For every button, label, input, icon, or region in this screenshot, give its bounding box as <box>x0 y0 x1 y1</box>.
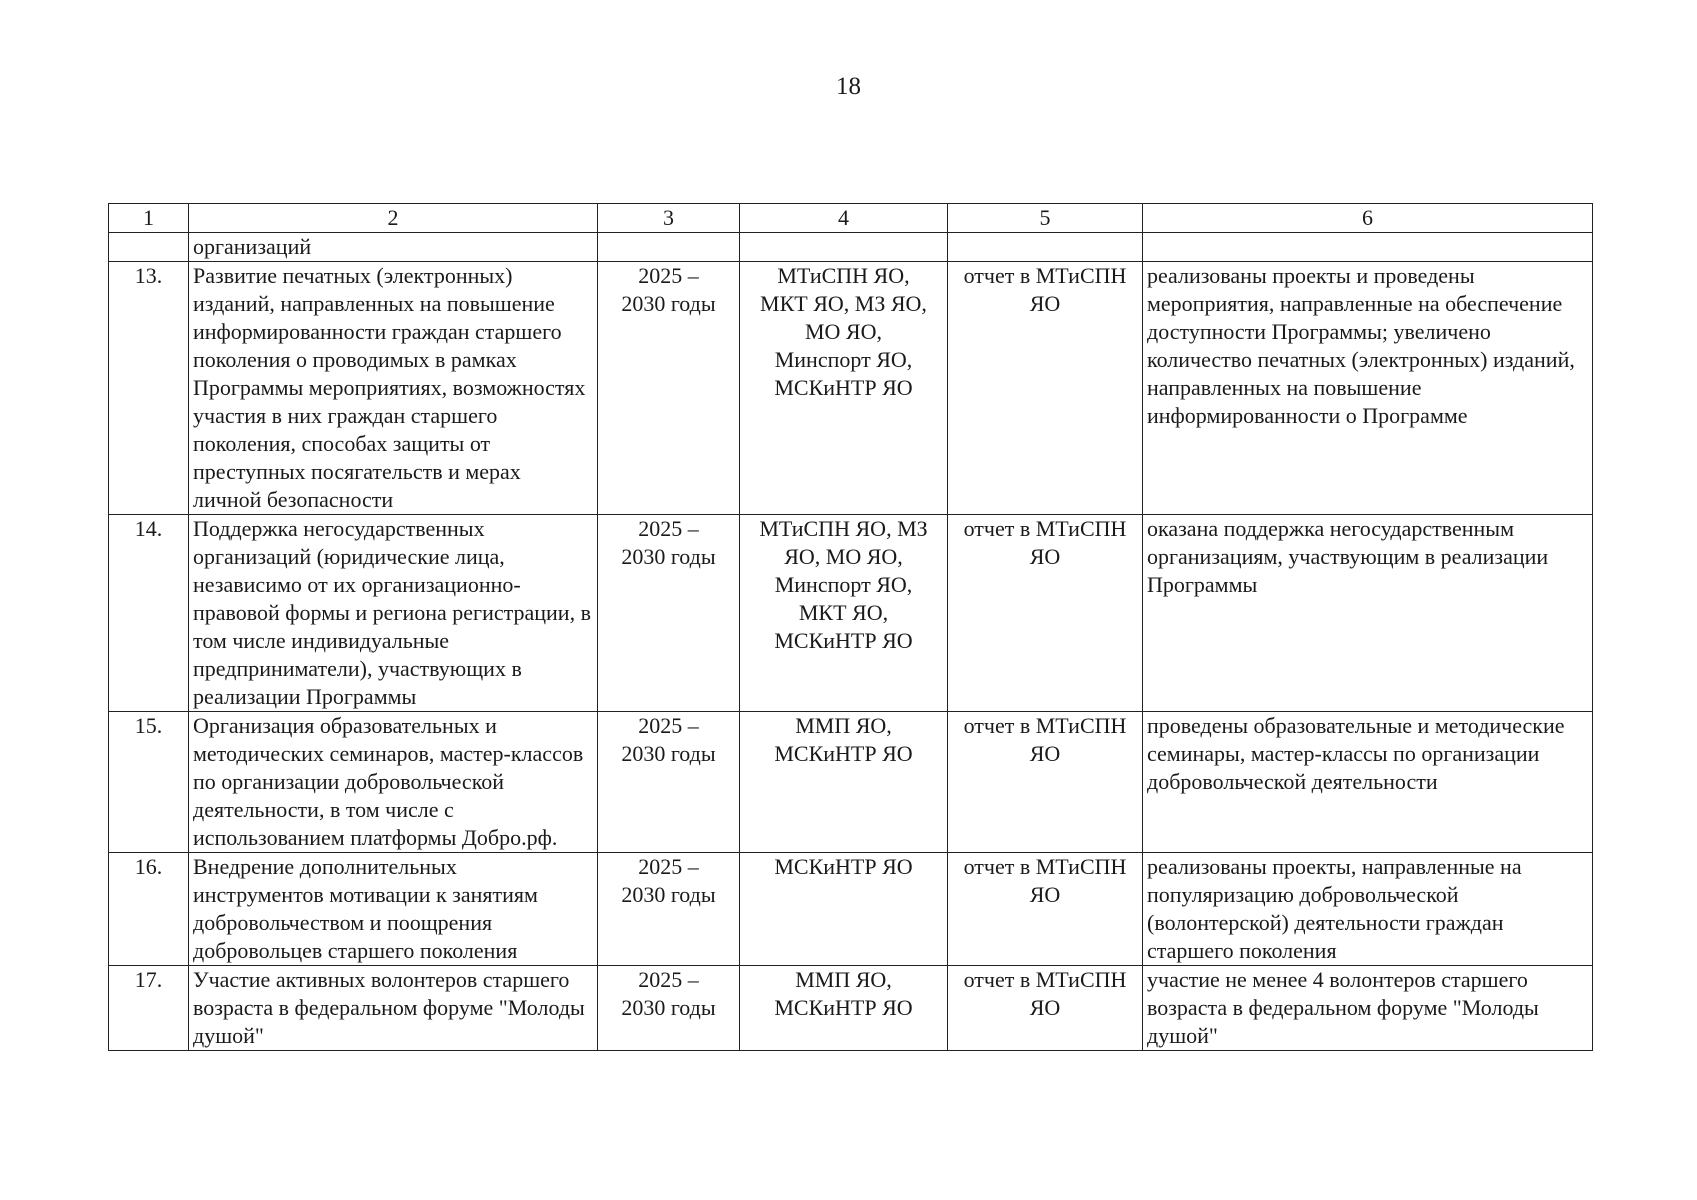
row-number-cell: 13. <box>109 262 189 515</box>
column-header: 5 <box>948 204 1143 233</box>
measure-cell: Участие активных волонтеров старшего возраста в федеральном форуме "Молоды душой" <box>189 966 598 1051</box>
result-cell: участие не менее 4 волонтеров старшего возраста в федеральном форуме "Молоды душой" <box>1143 966 1593 1051</box>
table-row <box>109 966 1593 1051</box>
measure-cell: Развитие печатных (электронных) изданий, направленных на повышение информированности граждан старшего поколения о проводимых в рамках Программы мероприятиях, возможностях участия в них граждан старшего поколения, способах защиты от преступных посягательств и мерах личной безопасности <box>189 262 598 515</box>
table-row <box>109 262 1593 515</box>
row-number-cell: 15. <box>109 712 189 853</box>
activities-table <box>108 203 1593 1051</box>
period-cell <box>598 233 740 262</box>
column-header: 4 <box>740 204 948 233</box>
reporting-cell <box>948 233 1143 262</box>
executors-cell: МТиСПН ЯО, МЗ ЯО, МО ЯО, Минспорт ЯО, МКТ ЯО, МСКиНТР ЯО <box>740 515 948 712</box>
row-number-cell: 14. <box>109 515 189 712</box>
table-header-row <box>109 204 1593 233</box>
measure-cell: организаций <box>189 233 598 262</box>
table-row <box>109 853 1593 966</box>
period-cell: 2025 – 2030 годы <box>598 966 740 1051</box>
executors-cell: МТиСПН ЯО, МКТ ЯО, МЗ ЯО, МО ЯО, Минспорт ЯО, МСКиНТР ЯО <box>740 262 948 515</box>
executors-cell: МСКиНТР ЯО <box>740 853 948 966</box>
column-header: 6 <box>1143 204 1593 233</box>
executors-cell: ММП ЯО, МСКиНТР ЯО <box>740 712 948 853</box>
reporting-cell: отчет в МТиСПН ЯО <box>948 853 1143 966</box>
column-header: 1 <box>109 204 189 233</box>
period-cell: 2025 – 2030 годы <box>598 262 740 515</box>
period-cell: 2025 – 2030 годы <box>598 853 740 966</box>
result-cell: оказана поддержка негосударственным организациям, участвующим в реализации Программы <box>1143 515 1593 712</box>
page-number: 18 <box>836 73 861 100</box>
column-header: 2 <box>189 204 598 233</box>
result-cell: реализованы проекты, направленные на популяризацию добровольческой (волонтерской) деятельности граждан старшего поколения <box>1143 853 1593 966</box>
continuation-row <box>109 233 1593 262</box>
measure-cell: Организация образовательных и методических семинаров, мастер-классов по организации добровольческой деятельности, в том числе с использованием платформы Добро.рф. <box>189 712 598 853</box>
result-cell <box>1143 233 1593 262</box>
executors-cell: ММП ЯО, МСКиНТР ЯО <box>740 966 948 1051</box>
row-number-cell: 17. <box>109 966 189 1051</box>
row-number-cell: 16. <box>109 853 189 966</box>
measure-cell: Поддержка негосударственных организаций (юридические лица, независимо от их организационно-правовой формы и региона регистрации, в том числе индивидуальные предприниматели), участвующих в реализации Программы <box>189 515 598 712</box>
reporting-cell: отчет в МТиСПН ЯО <box>948 262 1143 515</box>
result-cell: реализованы проекты и проведены мероприятия, направленные на обеспечение доступности Программы; увеличено количество печатных (электронных) изданий, направленных на повышение информированности о Программе <box>1143 262 1593 515</box>
result-cell: проведены образовательные и методические семинары, мастер-классы по организации добровольческой деятельности <box>1143 712 1593 853</box>
reporting-cell: отчет в МТиСПН ЯО <box>948 712 1143 853</box>
table-row <box>109 515 1593 712</box>
period-cell: 2025 – 2030 годы <box>598 515 740 712</box>
executors-cell <box>740 233 948 262</box>
column-header: 3 <box>598 204 740 233</box>
reporting-cell: отчет в МТиСПН ЯО <box>948 515 1143 712</box>
measure-cell: Внедрение дополнительных инструментов мотивации к занятиям добровольчеством и поощрения добровольцев старшего поколения <box>189 853 598 966</box>
period-cell: 2025 – 2030 годы <box>598 712 740 853</box>
table-row <box>109 712 1593 853</box>
row-number-cell <box>109 233 189 262</box>
reporting-cell: отчет в МТиСПН ЯО <box>948 966 1143 1051</box>
